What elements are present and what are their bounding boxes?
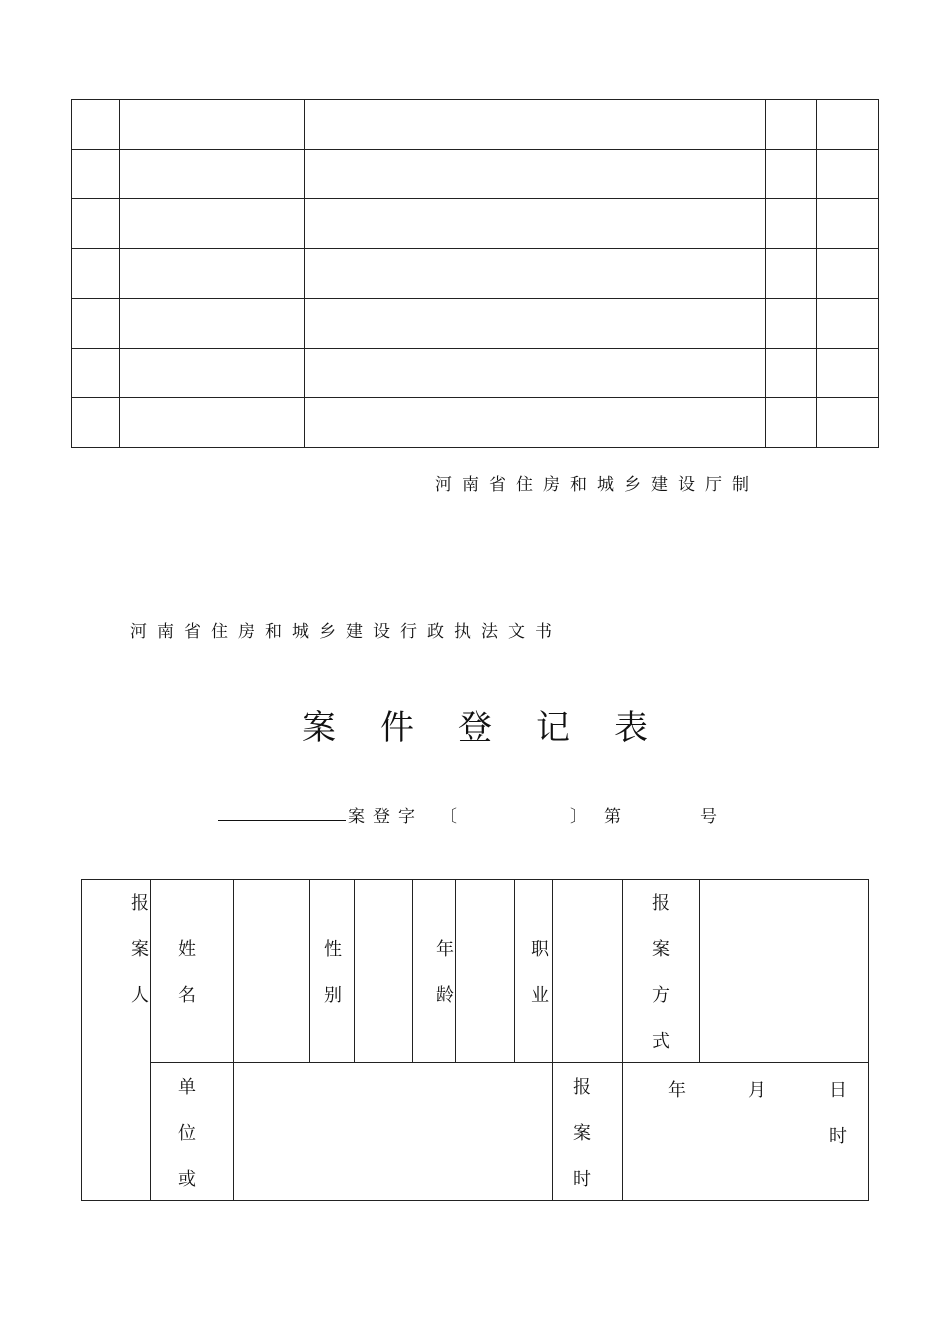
table-row bbox=[72, 100, 879, 150]
table-row bbox=[72, 298, 879, 348]
case-di-label: 第 bbox=[604, 807, 621, 827]
table-row bbox=[72, 199, 879, 249]
case-hao-label: 号 bbox=[700, 807, 717, 827]
table-row bbox=[72, 348, 879, 398]
page-title: 案件登记表 bbox=[302, 708, 692, 748]
reporter-label: 报 案 人 bbox=[131, 893, 149, 1006]
gender-label: 性 别 bbox=[324, 939, 342, 1006]
case-prefix-blank[interactable] bbox=[218, 820, 346, 821]
case-label: 案登字 bbox=[348, 807, 423, 827]
document-series-title: 河南省住房和城乡建设行政执法文书 bbox=[130, 622, 562, 642]
issuer-footer: 河南省住房和城乡建设厅制 bbox=[435, 475, 759, 495]
table-row bbox=[72, 149, 879, 199]
case-number-field[interactable] bbox=[630, 802, 692, 824]
report-method-label: 报 案 方 式 bbox=[652, 893, 670, 1052]
hour-label: 时 bbox=[829, 1126, 847, 1147]
case-registration-form bbox=[81, 879, 869, 1201]
name-label: 姓 名 bbox=[178, 939, 196, 1006]
report-method-field[interactable] bbox=[700, 880, 868, 1062]
bracket-close: 〕 bbox=[570, 807, 587, 827]
day-label: 日 bbox=[829, 1080, 847, 1101]
unit-field[interactable] bbox=[234, 1063, 552, 1200]
year-label: 年 bbox=[668, 1080, 686, 1101]
table-row bbox=[72, 249, 879, 299]
age-label: 年 龄 bbox=[436, 939, 454, 1006]
case-year-field[interactable] bbox=[454, 802, 566, 824]
month-label: 月 bbox=[748, 1080, 766, 1101]
previous-page-table bbox=[71, 99, 879, 448]
occupation-label: 职 业 bbox=[531, 939, 549, 1006]
unit-label: 单 位 或 bbox=[178, 1077, 196, 1190]
bracket-open: 〔 bbox=[440, 807, 457, 827]
occupation-field[interactable] bbox=[553, 880, 622, 1062]
name-field[interactable] bbox=[234, 880, 309, 1062]
table-row bbox=[72, 398, 879, 448]
gender-field[interactable] bbox=[355, 880, 412, 1062]
report-time-label: 报 案 时 bbox=[573, 1077, 591, 1190]
age-field[interactable] bbox=[456, 880, 514, 1062]
case-number-line bbox=[218, 800, 778, 828]
